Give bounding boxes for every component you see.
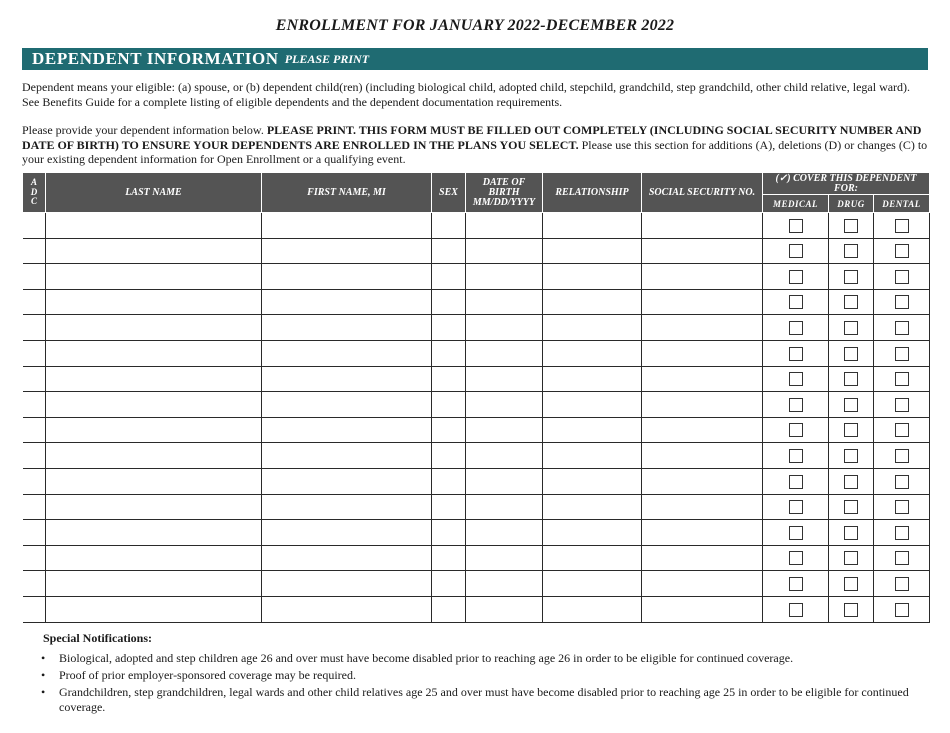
first-name-field[interactable] <box>262 596 432 622</box>
sex-field[interactable] <box>432 545 466 571</box>
drug-cell <box>829 392 874 418</box>
relationship-field[interactable] <box>543 289 642 315</box>
medical-cell <box>763 392 829 418</box>
dental-cell <box>874 238 930 264</box>
first-name-field[interactable] <box>262 315 432 341</box>
drug-cell <box>829 545 874 571</box>
relationship-header: RELATIONSHIP <box>543 173 642 213</box>
table-row <box>23 315 930 341</box>
adc-header-a: A <box>30 177 37 188</box>
ssn-field[interactable] <box>642 571 763 597</box>
table-row <box>23 545 930 571</box>
bullet: • <box>41 668 46 682</box>
dental-cell <box>874 571 930 597</box>
medical-cell <box>763 520 829 546</box>
instructions-tail: Please use this section for additions (A), deletions (D) or changes (C) to your existing dependent information for Open Enrollment or a qualifying event. <box>22 137 928 166</box>
sex-field[interactable] <box>432 238 466 264</box>
drug-checkbox[interactable] <box>844 449 858 463</box>
adc-field[interactable] <box>23 596 46 622</box>
drug-checkbox[interactable] <box>844 347 858 361</box>
medical-checkbox[interactable] <box>789 219 803 233</box>
notification-item <box>22 668 928 683</box>
dob-field[interactable] <box>466 213 543 239</box>
adc-field[interactable] <box>23 545 46 571</box>
dob-header <box>466 173 543 213</box>
dental-checkbox[interactable] <box>895 475 909 489</box>
drug-cell <box>829 520 874 546</box>
first-name-field[interactable] <box>262 468 432 494</box>
coverage-header: (✓) COVER THIS DEPENDENT FOR: <box>763 173 930 195</box>
adc-field[interactable] <box>23 315 46 341</box>
sex-field[interactable] <box>432 213 466 239</box>
drug-cell <box>829 468 874 494</box>
first-name-field[interactable] <box>262 264 432 290</box>
adc-field[interactable] <box>23 417 46 443</box>
dental-cell <box>874 264 930 290</box>
dental-cell <box>874 520 930 546</box>
dob-field[interactable] <box>466 392 543 418</box>
sex-field[interactable] <box>432 366 466 392</box>
last-name-field[interactable] <box>46 494 262 520</box>
adc-field[interactable] <box>23 571 46 597</box>
dental-checkbox[interactable] <box>895 295 909 309</box>
medical-cell <box>763 494 829 520</box>
last-name-field[interactable] <box>46 468 262 494</box>
medical-checkbox[interactable] <box>789 449 803 463</box>
drug-cell <box>829 213 874 239</box>
dental-cell <box>874 213 930 239</box>
drug-checkbox[interactable] <box>844 423 858 437</box>
drug-cell <box>829 264 874 290</box>
sex-field[interactable] <box>432 289 466 315</box>
first-name-field[interactable] <box>262 571 432 597</box>
relationship-field[interactable] <box>543 468 642 494</box>
last-name-field[interactable] <box>46 289 262 315</box>
dental-checkbox[interactable] <box>895 270 909 284</box>
bullet: • <box>41 651 46 665</box>
table-row <box>23 392 930 418</box>
table-row <box>23 289 930 315</box>
medical-checkbox[interactable] <box>789 423 803 437</box>
dental-cell <box>874 443 930 469</box>
ssn-field[interactable] <box>642 468 763 494</box>
ssn-field[interactable] <box>642 238 763 264</box>
first-name-field[interactable] <box>262 417 432 443</box>
medical-checkbox[interactable] <box>789 551 803 565</box>
special-notifications <box>22 631 928 717</box>
medical-cell <box>763 213 829 239</box>
ssn-field[interactable] <box>642 213 763 239</box>
notification-item <box>22 651 928 666</box>
medical-checkbox[interactable] <box>789 603 803 617</box>
drug-checkbox[interactable] <box>844 270 858 284</box>
relationship-field[interactable] <box>543 545 642 571</box>
adc-header-c: C <box>30 196 37 207</box>
dob-field[interactable] <box>466 366 543 392</box>
medical-cell <box>763 417 829 443</box>
dental-checkbox[interactable] <box>895 347 909 361</box>
medical-cell <box>763 238 829 264</box>
dental-cell <box>874 315 930 341</box>
relationship-field[interactable] <box>543 571 642 597</box>
dental-cell <box>874 392 930 418</box>
sex-field[interactable] <box>432 443 466 469</box>
table-row <box>23 366 930 392</box>
adc-field[interactable] <box>23 238 46 264</box>
dental-cell <box>874 545 930 571</box>
section-header-bar <box>22 48 928 70</box>
last-name-field[interactable] <box>46 315 262 341</box>
medical-cell <box>763 289 829 315</box>
dental-checkbox[interactable] <box>895 526 909 540</box>
dob-field[interactable] <box>466 238 543 264</box>
first-name-header: FIRST NAME, MI <box>262 173 432 213</box>
medical-checkbox[interactable] <box>789 577 803 591</box>
first-name-field[interactable] <box>262 392 432 418</box>
instructions-lead: Please provide your dependent information below. <box>22 123 267 137</box>
adc-header-d: D <box>30 186 38 197</box>
instructions-bold: PLEASE PRINT. THIS FORM MUST BE FILLED OUT COMPLETELY (INCLUDING SOCIAL SECURITY NUMBER AND DATE OF BIRTH) TO ENSURE YOUR DEPENDENTS ARE ENROLLED IN THE PLANS YOU SELECT. <box>22 123 922 152</box>
dob-field[interactable] <box>466 545 543 571</box>
ssn-field[interactable] <box>642 596 763 622</box>
relationship-field[interactable] <box>543 494 642 520</box>
table-row <box>23 340 930 366</box>
relationship-field[interactable] <box>543 443 642 469</box>
table-row <box>23 264 930 290</box>
last-name-field[interactable] <box>46 443 262 469</box>
adc-field[interactable] <box>23 213 46 239</box>
dental-checkbox[interactable] <box>895 423 909 437</box>
medical-header: MEDICAL <box>763 195 829 213</box>
dob-field[interactable] <box>466 417 543 443</box>
adc-field[interactable] <box>23 520 46 546</box>
table-row <box>23 443 930 469</box>
sex-field[interactable] <box>432 392 466 418</box>
sex-field[interactable] <box>432 315 466 341</box>
drug-checkbox[interactable] <box>844 398 858 412</box>
adc-field[interactable] <box>23 392 46 418</box>
table-row <box>23 213 930 239</box>
drug-checkbox[interactable] <box>844 500 858 514</box>
last-name-field[interactable] <box>46 545 262 571</box>
dental-header: DENTAL <box>874 195 930 213</box>
relationship-field[interactable] <box>543 213 642 239</box>
intro-paragraph: Dependent means your eligible: (a) spouse, or (b) dependent child(ren) (including biological child, adopted child, stepchild, grandchild, step grandchild, other child relative, legal ward). See Benefits Guide for a complete listing of eligible dependents and the dependent documentation requirements. <box>22 80 911 109</box>
notification-text: Grandchildren, step grandchildren, legal wards and other child relatives age 25 and over must have become disabled prior to reaching age 25 in order to be eligible for continued coverage. <box>59 685 909 714</box>
relationship-field[interactable] <box>543 392 642 418</box>
relationship-field[interactable] <box>543 238 642 264</box>
dob-header-line1: DATE OF <box>482 176 526 188</box>
ssn-field[interactable] <box>642 417 763 443</box>
adc-field[interactable] <box>23 468 46 494</box>
ssn-field[interactable] <box>642 289 763 315</box>
sex-field[interactable] <box>432 340 466 366</box>
ssn-field[interactable] <box>642 264 763 290</box>
dental-cell <box>874 340 930 366</box>
drug-checkbox[interactable] <box>844 219 858 233</box>
instructions-paragraph <box>22 123 928 167</box>
section-subheading: PLEASE PRINT <box>284 51 370 66</box>
medical-checkbox[interactable] <box>789 244 803 258</box>
first-name-field[interactable] <box>262 238 432 264</box>
sex-field[interactable] <box>432 520 466 546</box>
dob-field[interactable] <box>466 264 543 290</box>
notification-item <box>22 685 928 714</box>
relationship-field[interactable] <box>543 596 642 622</box>
sex-field[interactable] <box>432 417 466 443</box>
drug-cell <box>829 417 874 443</box>
drug-cell <box>829 571 874 597</box>
drug-checkbox[interactable] <box>844 603 858 617</box>
drug-header: DRUG <box>829 195 874 213</box>
table-row <box>23 417 930 443</box>
dental-checkbox[interactable] <box>895 551 909 565</box>
sex-field[interactable] <box>432 494 466 520</box>
sex-header: SEX <box>432 173 466 213</box>
drug-cell <box>829 366 874 392</box>
first-name-field[interactable] <box>262 545 432 571</box>
table-row <box>23 520 930 546</box>
dob-header-line2: BIRTH <box>488 186 520 198</box>
dob-field[interactable] <box>466 571 543 597</box>
table-row <box>23 494 930 520</box>
notifications-heading: Special Notifications: <box>43 631 152 645</box>
drug-checkbox[interactable] <box>844 577 858 591</box>
medical-cell <box>763 443 829 469</box>
dental-checkbox[interactable] <box>895 398 909 412</box>
relationship-field[interactable] <box>543 340 642 366</box>
drug-cell <box>829 289 874 315</box>
dental-cell <box>874 417 930 443</box>
medical-checkbox[interactable] <box>789 398 803 412</box>
medical-cell <box>763 340 829 366</box>
dental-cell <box>874 468 930 494</box>
medical-cell <box>763 366 829 392</box>
ssn-field[interactable] <box>642 392 763 418</box>
last-name-field[interactable] <box>46 213 262 239</box>
dental-checkbox[interactable] <box>895 577 909 591</box>
last-name-field[interactable] <box>46 417 262 443</box>
dental-cell <box>874 289 930 315</box>
drug-checkbox[interactable] <box>844 526 858 540</box>
adc-field[interactable] <box>23 264 46 290</box>
medical-cell <box>763 264 829 290</box>
medical-checkbox[interactable] <box>789 526 803 540</box>
section-heading: DEPENDENT INFORMATION <box>32 49 279 68</box>
ssn-field[interactable] <box>642 520 763 546</box>
adc-field[interactable] <box>23 494 46 520</box>
ssn-header: SOCIAL SECURITY NO. <box>642 173 763 213</box>
adc-field[interactable] <box>23 340 46 366</box>
last-name-field[interactable] <box>46 392 262 418</box>
medical-checkbox[interactable] <box>789 372 803 386</box>
last-name-field[interactable] <box>46 366 262 392</box>
medical-checkbox[interactable] <box>789 321 803 335</box>
sex-field[interactable] <box>432 596 466 622</box>
relationship-field[interactable] <box>543 366 642 392</box>
table-row <box>23 596 930 622</box>
medical-checkbox[interactable] <box>789 347 803 361</box>
last-name-field[interactable] <box>46 238 262 264</box>
dob-field[interactable] <box>466 494 543 520</box>
medical-checkbox[interactable] <box>789 475 803 489</box>
table-row <box>23 238 930 264</box>
ssn-field[interactable] <box>642 443 763 469</box>
drug-checkbox[interactable] <box>844 295 858 309</box>
relationship-field[interactable] <box>543 417 642 443</box>
last-name-field[interactable] <box>46 596 262 622</box>
drug-cell <box>829 340 874 366</box>
sex-field[interactable] <box>432 571 466 597</box>
relationship-field[interactable] <box>543 315 642 341</box>
adc-field[interactable] <box>23 366 46 392</box>
dob-field[interactable] <box>466 468 543 494</box>
ssn-field[interactable] <box>642 315 763 341</box>
sex-field[interactable] <box>432 264 466 290</box>
drug-checkbox[interactable] <box>844 475 858 489</box>
medical-checkbox[interactable] <box>789 500 803 514</box>
drug-checkbox[interactable] <box>844 321 858 335</box>
dental-checkbox[interactable] <box>895 321 909 335</box>
notification-text: Proof of prior employer-sponsored coverage may be required. <box>59 668 356 682</box>
ssn-field[interactable] <box>642 340 763 366</box>
sex-field[interactable] <box>432 468 466 494</box>
first-name-field[interactable] <box>262 494 432 520</box>
dob-field[interactable] <box>466 520 543 546</box>
drug-checkbox[interactable] <box>844 551 858 565</box>
medical-cell <box>763 468 829 494</box>
drug-checkbox[interactable] <box>844 244 858 258</box>
dob-field[interactable] <box>466 289 543 315</box>
adc-field[interactable] <box>23 289 46 315</box>
drug-checkbox[interactable] <box>844 372 858 386</box>
form-title: ENROLLMENT FOR JANUARY 2022-DECEMBER 2022 <box>275 17 675 34</box>
medical-cell <box>763 571 829 597</box>
first-name-field[interactable] <box>262 289 432 315</box>
drug-cell <box>829 238 874 264</box>
first-name-field[interactable] <box>262 520 432 546</box>
dental-checkbox[interactable] <box>895 500 909 514</box>
bullet: • <box>41 685 46 699</box>
medical-cell <box>763 315 829 341</box>
last-name-field[interactable] <box>46 571 262 597</box>
medical-cell <box>763 545 829 571</box>
first-name-field[interactable] <box>262 366 432 392</box>
relationship-field[interactable] <box>543 520 642 546</box>
last-name-field[interactable] <box>46 520 262 546</box>
drug-cell <box>829 443 874 469</box>
table-row <box>23 571 930 597</box>
first-name-field[interactable] <box>262 213 432 239</box>
adc-field[interactable] <box>23 443 46 469</box>
adc-header <box>23 173 46 213</box>
relationship-field[interactable] <box>543 264 642 290</box>
dental-cell <box>874 366 930 392</box>
last-name-field[interactable] <box>46 264 262 290</box>
ssn-field[interactable] <box>642 545 763 571</box>
dental-cell <box>874 494 930 520</box>
drug-cell <box>829 494 874 520</box>
notification-text: Biological, adopted and step children age 26 and over must have become disabled prior to reaching age 26 in order to be eligible for continued coverage. <box>59 651 794 665</box>
dob-field[interactable] <box>466 596 543 622</box>
drug-cell <box>829 315 874 341</box>
dental-checkbox[interactable] <box>895 219 909 233</box>
dental-checkbox[interactable] <box>895 449 909 463</box>
medical-cell <box>763 596 829 622</box>
first-name-field[interactable] <box>262 340 432 366</box>
dob-field[interactable] <box>466 443 543 469</box>
notifications-list <box>22 651 928 714</box>
ssn-field[interactable] <box>642 366 763 392</box>
first-name-field[interactable] <box>262 443 432 469</box>
dob-field[interactable] <box>466 315 543 341</box>
dental-checkbox[interactable] <box>895 244 909 258</box>
table-row <box>23 468 930 494</box>
ssn-field[interactable] <box>642 494 763 520</box>
medical-checkbox[interactable] <box>789 270 803 284</box>
drug-cell <box>829 596 874 622</box>
medical-checkbox[interactable] <box>789 295 803 309</box>
dob-header-line3: MM/DD/YYYY <box>472 196 536 208</box>
dob-field[interactable] <box>466 340 543 366</box>
last-name-header: LAST NAME <box>46 173 262 213</box>
dental-cell <box>874 596 930 622</box>
dependent-table <box>22 172 930 623</box>
last-name-field[interactable] <box>46 340 262 366</box>
dental-checkbox[interactable] <box>895 603 909 617</box>
dental-checkbox[interactable] <box>895 372 909 386</box>
